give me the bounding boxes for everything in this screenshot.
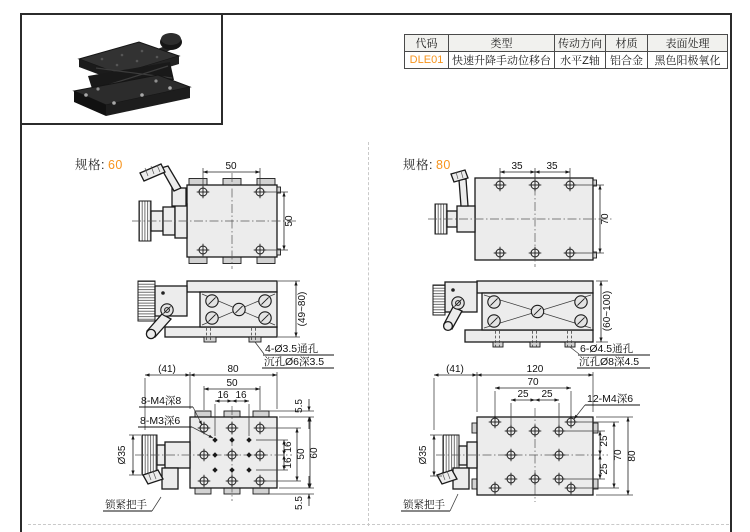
dim-60-b55: 5.5 <box>294 496 305 510</box>
col-header-type: 类型 <box>449 35 555 52</box>
note-80-through-hole: 6-Ø4.5通孔 <box>580 343 634 355</box>
base-plate <box>165 327 277 337</box>
col-header-direction: 传动方向 <box>555 35 606 52</box>
note-80-counterbore: 沉孔Ø8深4.5 <box>579 356 640 368</box>
spec80-bottom-view <box>401 364 640 511</box>
spec60-bottom-view <box>103 364 320 511</box>
col-header-material: 材质 <box>606 35 648 52</box>
spec80-label-text: 规格: <box>403 158 433 172</box>
dim-80-25b: 25 <box>541 389 553 400</box>
hole-note-60 <box>255 342 334 368</box>
spec60-top-view <box>132 161 298 269</box>
cell-code: DLE01 <box>405 52 449 69</box>
dim-80-r80: 80 <box>627 450 638 462</box>
dim-80top-35a: 35 <box>511 161 523 172</box>
handle-label-60 <box>103 497 161 511</box>
cell-direction: 水平Z轴 <box>555 52 606 69</box>
label-8-m3: 8-M3深6 <box>140 415 181 427</box>
dim-60-total-width: 80 <box>227 364 239 375</box>
spec60-side-view <box>138 281 334 368</box>
dim-60-r50: 50 <box>296 448 307 460</box>
dim-60-r16b: 16 <box>283 457 294 469</box>
col-header-code: 代码 <box>405 35 449 52</box>
dim-60-knob-dia: Ø35 <box>117 445 128 465</box>
dimension-knob-80 <box>418 435 442 476</box>
dim-60-offset: (41) <box>158 364 176 375</box>
dim-80-25a: 25 <box>517 389 529 400</box>
dim-80-knob-dia: Ø35 <box>418 445 429 465</box>
top-plate <box>187 281 277 292</box>
dim-80-offset: (41) <box>446 364 464 375</box>
top-plate-80 <box>477 281 593 293</box>
spec60-label-text: 规格: <box>75 158 105 172</box>
cell-material: 铝合金 <box>606 52 648 69</box>
dim-60-travel: (49~80) <box>297 291 308 327</box>
dim-80-total-width: 120 <box>526 364 544 375</box>
note-60-counterbore: 沉孔Ø6深3.5 <box>264 356 325 368</box>
spec80-size-value: 80 <box>435 158 451 172</box>
dimension-travel-80 <box>596 281 613 342</box>
dim-60-r16a: 16 <box>283 441 294 453</box>
dim-80top-70: 70 <box>600 213 611 225</box>
handle-label-80 <box>401 494 458 511</box>
label-12-m4: 12-M4深6 <box>587 393 634 405</box>
spec80-top-view <box>428 161 612 267</box>
dim-80-r25b: 25 <box>599 463 610 475</box>
clamp-lever <box>140 164 186 206</box>
spec80-side-view <box>433 281 650 368</box>
cell-type: 快速升降手动位移台 <box>449 52 555 69</box>
dim-60-16a: 16 <box>217 390 229 401</box>
dim-60-50-pitch: 50 <box>226 378 238 389</box>
note-60-through-hole: 4-Ø3.5通孔 <box>265 343 319 355</box>
dim-80top-35b: 35 <box>546 161 558 172</box>
dim-80-70-pitch: 70 <box>527 377 539 388</box>
dim-60-r60: 60 <box>309 447 320 459</box>
label-60-lock-handle: 锁紧把手 <box>105 499 147 511</box>
dim-80-travel: (60~100) <box>602 290 613 332</box>
dim-60top-50h: 50 <box>284 215 295 227</box>
col-header-finish: 表面处理 <box>648 35 728 52</box>
dim-60-t55: 5.5 <box>294 399 305 413</box>
dim-80-r25a: 25 <box>599 435 610 447</box>
base-plate-80 <box>465 330 593 342</box>
cell-finish: 黑色阳极氧化 <box>648 52 728 69</box>
clamp-lever-80 <box>451 170 468 206</box>
spec60-size-value: 60 <box>107 158 123 172</box>
thread-label-80 <box>574 393 640 419</box>
dim-60top-50w: 50 <box>225 161 237 172</box>
dim-80-r70: 70 <box>613 449 624 461</box>
dimension-travel-60 <box>278 281 308 337</box>
dim-60-16b: 16 <box>235 390 247 401</box>
lock-handle-80-bottom <box>437 468 469 489</box>
label-8-m4: 8-M4深8 <box>141 395 182 407</box>
hole-note-80 <box>570 342 650 368</box>
label-80-lock-handle: 锁紧把手 <box>403 499 445 511</box>
